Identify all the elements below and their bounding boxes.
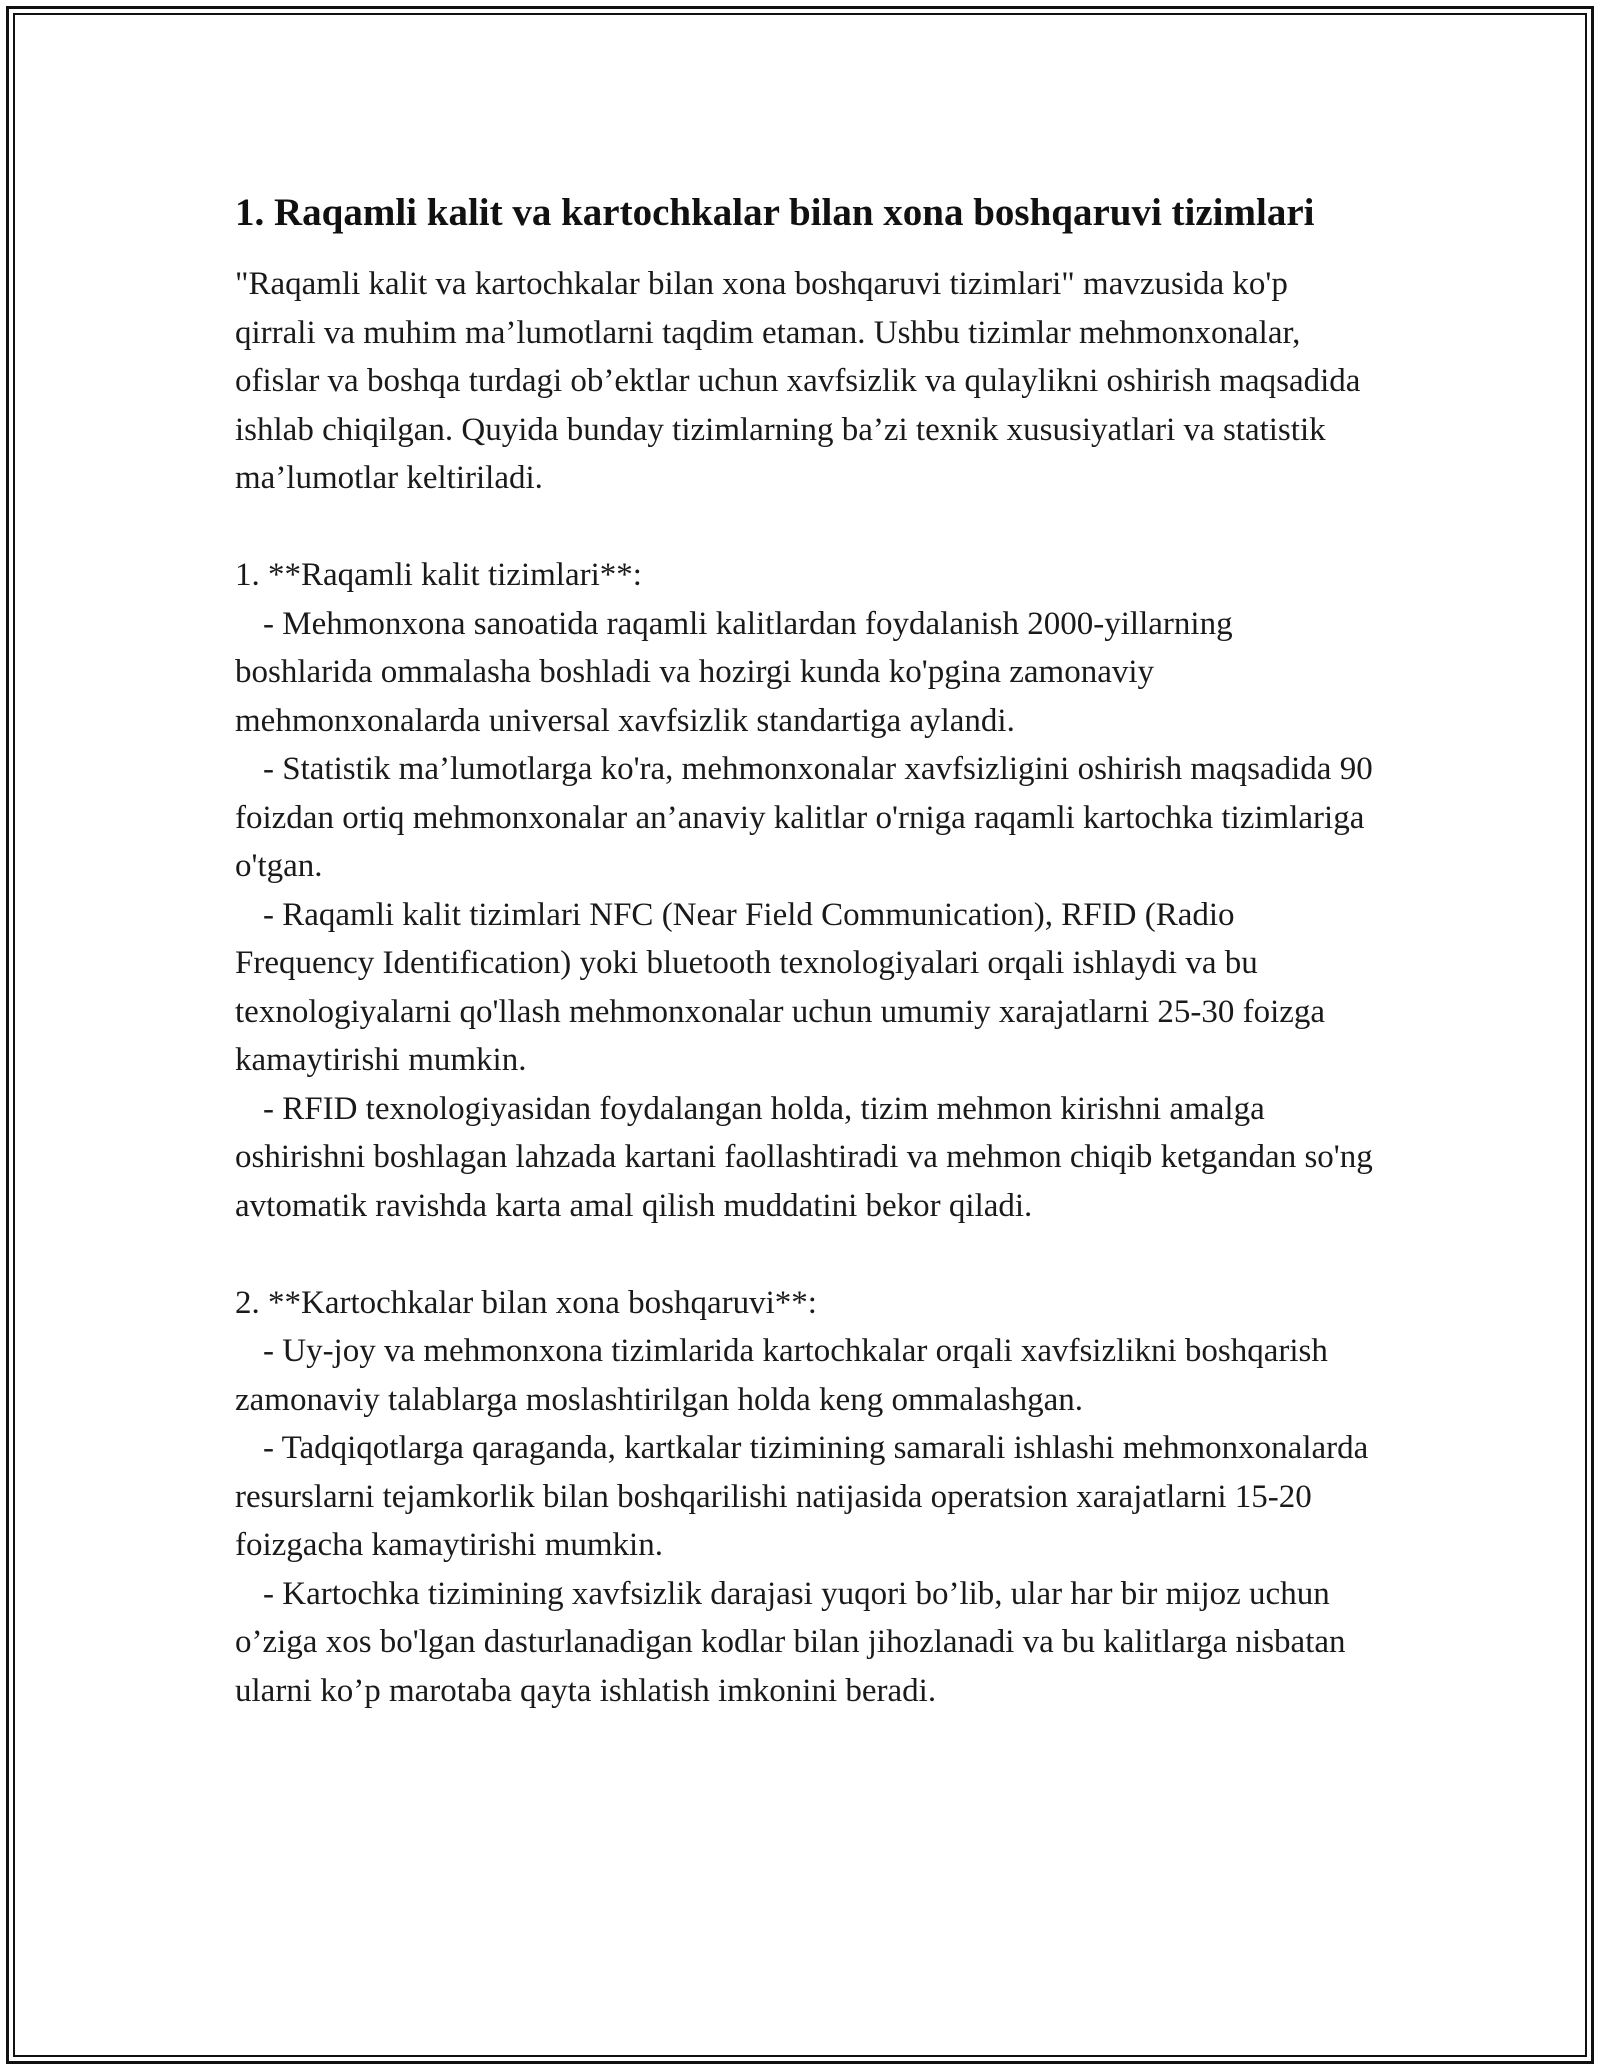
- list-item: - Statistik ma’lumotlarga ko'ra, mehmonxonalar xavfsizligini oshirish maqsadida 90 foizdan ortiq mehmonxonalar an’anaviy kalitlar o'rniga raqamli kartochka tizimlariga o'tgan.: [235, 751, 1373, 884]
- section-heading: 2. **Kartochkalar bilan xona boshqaruvi**:: [235, 1284, 817, 1321]
- document-title: 1. Raqamli kalit va kartochkalar bilan xona boshqaruvi tizimlari: [235, 191, 1315, 234]
- list-item: - Tadqiqotlarga qaraganda, kartkalar tizimining samarali ishlashi mehmonxonalarda resurslarni tejamkorlik bilan boshqarilishi natijasida operatsion xarajatlarni 15-20 foizgacha kamaytirishi mumkin.: [235, 1430, 1369, 1563]
- list-item: - Raqamli kalit tizimlari NFC (Near Field Communication), RFID (Radio Frequency Identification) yoki bluetooth texnologiyalari orqali ishlaydi va bu texnologiyalarni qo'llash mehmonxonalar uchun umumiy xarajatlarni 25-30 foizga kamaytirishi mumkin.: [235, 896, 1326, 1078]
- section-heading: 1. **Raqamli kalit tizimlari**:: [235, 557, 642, 593]
- spacer: [235, 1230, 1375, 1279]
- list-item: - Mehmonxona sanoatida raqamli kalitlardan foydalanish 2000-yillarning boshlarida ommalasha boshladi va hozirgi kunda ko'pgina zamonaviy mehmonxonalarda universal xavfsizlik standartiga aylandi.: [235, 605, 1233, 739]
- section-digital-keys: [235, 551, 1375, 1230]
- spacer: [235, 503, 1375, 552]
- section-card-room-control: [235, 1279, 1375, 1716]
- list-item: - RFID texnologiyasidan foydalangan holda, tizim mehmon kirishni amalga oshirishni boshlagan lahzada kartani faollashtiradi va mehmon chiqib ketgandan so'ng avtomatik ravishda karta amal qilish muddatini bekor qiladi.: [235, 1090, 1373, 1224]
- list-item: - Uy-joy va mehmonxona tizimlarida kartochkalar orqali xavfsizlikni boshqarish zamonaviy talablarga moslashtirilgan holda keng ommalashgan.: [235, 1333, 1328, 1418]
- intro-paragraph: "Raqamli kalit va kartochkalar bilan xona boshqaruvi tizimlari" mavzusida ko'p qirrali va muhim ma’lumotlarni taqdim etaman. Ushbu tizimlar mehmonxonalar, ofislar va boshqa turdagi ob’ektlar uchun xavfsizlik va qulaylikni oshirish maqsadida ishlab chiqilgan. Quyida bunday tizimlarning ba’zi texnik xususiyatlari va statistik ma’lumotlar keltiriladi.: [235, 266, 1361, 496]
- document-body: [235, 186, 1375, 1715]
- list-item: - Kartochka tizimining xavfsizlik darajasi yuqori bo’lib, ular har bir mijoz uchun o’ziga xos bo'lgan dasturlanadigan kodlar bilan jihozlanadi va bu kalitlarga nisbatan ularni ko’p marotaba qayta ishlatish imkonini beradi.: [235, 1575, 1346, 1709]
